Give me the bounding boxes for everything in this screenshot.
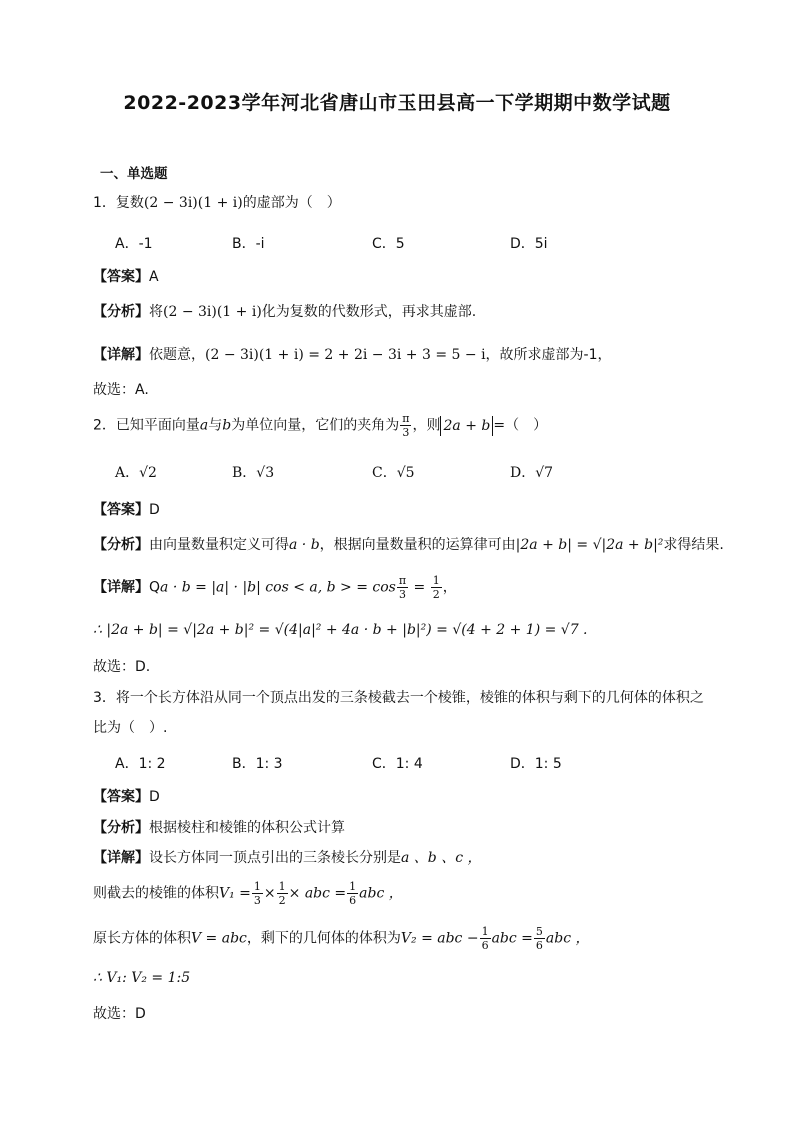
q2-analysis-mid: ，根据向量数量积的运算律可由 xyxy=(319,537,516,553)
q2-fraction xyxy=(400,412,411,439)
q1-number: 1． xyxy=(93,195,116,211)
q1-analysis-pre: 将 xyxy=(149,304,163,320)
q2-text4: ，则 xyxy=(412,417,441,434)
frac-num: 1 xyxy=(278,880,286,893)
q1-detail-pre: 依题意， xyxy=(149,347,205,363)
q2-text3: 为单位向量，它们的夹角为 xyxy=(231,417,400,434)
section-heading: 一、单选题 xyxy=(100,166,168,182)
frac-num: 1 xyxy=(432,574,440,587)
q3-option-a: A．1: 2 xyxy=(115,756,166,772)
q3-text-line1: 将一个长方体沿从同一个顶点出发的三条棱截去一个棱锥，棱锥的体积与剩下的几何体的体积之 xyxy=(115,690,704,706)
q1-answer xyxy=(93,267,159,287)
q1-choice: 故选：A. xyxy=(93,382,149,398)
q2-text1: 已知平面向量 xyxy=(115,417,200,434)
q1-detail-post: ，故所求虚部为-1， xyxy=(485,347,612,363)
q3-option-d: D．1: 5 xyxy=(510,756,562,772)
question-3-line2: 比为（ ）. xyxy=(93,720,168,736)
q3-choice: 故选：D xyxy=(93,1006,146,1022)
q2-analysis xyxy=(93,535,724,555)
frac-num: 1 xyxy=(349,880,357,893)
question-3-line1 xyxy=(93,688,704,708)
q3-times: × xyxy=(263,885,276,902)
q3-detail2-end: abc ， xyxy=(359,885,403,902)
q2-analysis-pre: 由向量数量积定义可得 xyxy=(149,537,289,553)
frac-den: 6 xyxy=(349,894,357,907)
answer-tag: 【答案】 xyxy=(93,789,149,805)
q2-analysis-post: 求得结果. xyxy=(663,537,724,553)
frac-den: 3 xyxy=(398,588,406,601)
q3-answer xyxy=(93,787,160,807)
q2-analysis-ab: a · b xyxy=(289,537,320,553)
q2-option-d: D．√7 xyxy=(510,465,554,481)
q1-pre: 复数 xyxy=(115,195,144,211)
q3-detail3-end: abc ， xyxy=(545,930,590,947)
q3-option-b: B．1: 3 xyxy=(232,756,283,772)
detail-tag: 【详解】 xyxy=(93,579,149,596)
q3-frac-five-sixths xyxy=(534,925,545,952)
q3-detail2-pre: 则截去的棱锥的体积 xyxy=(93,885,219,902)
q3-detail3-abc: abc = xyxy=(491,930,533,947)
q3-detail3-v2: V₂ = abc − xyxy=(400,930,479,947)
q2-answer-value: D xyxy=(149,502,160,518)
page-title: 2022-2023学年河北省唐山市玉田县高一下学期期中数学试题 xyxy=(123,92,671,114)
q3-answer-value: D xyxy=(149,789,160,805)
q2-detail1-pre: Q xyxy=(149,579,161,596)
q2-detail-line2: ∴ |2a + b| = √|2a + b|² = √(4|a|² + 4a · b + |b|²) = √(4 + 2 + 1) = √7 . xyxy=(93,622,588,638)
q3-detail1-pre: 设长方体同一顶点引出的三条棱长分别是 xyxy=(149,850,401,866)
q2-option-a: A．√2 xyxy=(115,465,157,481)
q2-vector-b: b xyxy=(222,417,232,434)
q3-detail2-abc: × abc = xyxy=(288,885,347,902)
q3-detail2-v1: V₁ = xyxy=(219,885,251,902)
frac-den: 6 xyxy=(481,939,489,952)
answer-tag: 【答案】 xyxy=(93,502,149,518)
frac-num: 1 xyxy=(253,880,261,893)
q3-frac-sixth xyxy=(347,880,358,907)
q3-analysis xyxy=(93,818,345,838)
q2-frac-den: 3 xyxy=(402,426,410,439)
frac-den: 6 xyxy=(535,939,543,952)
question-1 xyxy=(93,193,341,213)
q3-frac-sixth-2 xyxy=(480,925,491,952)
answer-tag: 【答案】 xyxy=(93,269,149,285)
q2-answer xyxy=(93,500,160,520)
q3-detail3-mid: ，剩下的几何体的体积为 xyxy=(246,930,401,947)
q1-detail-expr: (2 − 3i)(1 + i) = 2 + 2i − 3i + 3 = 5 − i xyxy=(205,347,486,363)
q3-detail-line3 xyxy=(93,925,590,952)
analysis-tag: 【分析】 xyxy=(93,820,149,836)
analysis-tag: 【分析】 xyxy=(93,304,149,320)
q3-option-c: C．1: 4 xyxy=(372,756,423,772)
frac-den: 2 xyxy=(432,588,440,601)
q2-option-c: C．√5 xyxy=(372,465,415,481)
q1-analysis-expr: (2 − 3i)(1 + i) xyxy=(163,304,262,320)
q2-text5: =（ ） xyxy=(493,417,548,434)
detail-tag: 【详解】 xyxy=(93,347,149,363)
frac-num: π xyxy=(398,574,407,587)
q1-analysis xyxy=(93,302,476,322)
q1-detail xyxy=(93,345,612,365)
q1-expr: (2 − 3i)(1 + i) xyxy=(143,195,243,211)
q2-option-b: B．√3 xyxy=(232,465,275,481)
q1-option-a: A．-1 xyxy=(115,236,153,252)
q3-frac-half xyxy=(277,880,288,907)
q3-detail-line1 xyxy=(93,848,482,868)
q1-analysis-post: 化为复数的代数形式，再求其虚部. xyxy=(261,304,477,320)
q3-detail-line2 xyxy=(93,880,403,907)
question-2 xyxy=(93,412,547,439)
q1-answer-value: A xyxy=(149,269,159,285)
q2-abs-expr: 2a + b xyxy=(440,416,493,436)
q3-ratio: ∴ V₁: V₂ = 1:5 xyxy=(93,970,191,986)
q2-text2: 与 xyxy=(208,417,223,434)
q2-choice: 故选：D. xyxy=(93,659,151,675)
analysis-tag: 【分析】 xyxy=(93,537,149,553)
frac-num: 1 xyxy=(481,925,489,938)
q3-frac-third xyxy=(252,880,263,907)
q3-detail1-vars: a 、b 、c ， xyxy=(401,850,482,866)
q1-option-c: C．5 xyxy=(372,236,405,252)
q3-detail3-pre: 原长方体的体积 xyxy=(93,930,191,947)
frac-den: 2 xyxy=(278,894,286,907)
q3-detail3-v: V = abc xyxy=(191,930,247,947)
q2-number: 2． xyxy=(93,417,116,434)
q3-analysis-text: 根据棱柱和棱锥的体积公式计算 xyxy=(149,820,345,836)
q1-option-b: B．-i xyxy=(232,236,265,252)
q2-detail1-expr: a · b = |a| · |b| cos < a, b > = cos xyxy=(160,579,396,596)
detail-tag: 【详解】 xyxy=(93,850,149,866)
q2-analysis-eq: |2a + b| = √|2a + b|² xyxy=(515,537,664,553)
q2-detail-frac-pi3 xyxy=(397,574,408,601)
q2-detail-frac-half xyxy=(431,574,442,601)
frac-num: 5 xyxy=(535,925,543,938)
q2-detail-line1: 【详解】Qa · b = |a| · |b| cos < a, b > = cos $\frac{\pi}{3}$ = $\frac{1}{2}$ ， xyxy=(93,574,457,601)
q2-vector-a: a xyxy=(199,417,209,434)
frac-den: 3 xyxy=(253,894,261,907)
q3-number: 3． xyxy=(93,690,116,706)
q2-frac-num: π xyxy=(402,412,410,425)
q1-option-d: D．5i xyxy=(510,236,548,252)
q1-post: 的虚部为（ ） xyxy=(242,195,341,211)
